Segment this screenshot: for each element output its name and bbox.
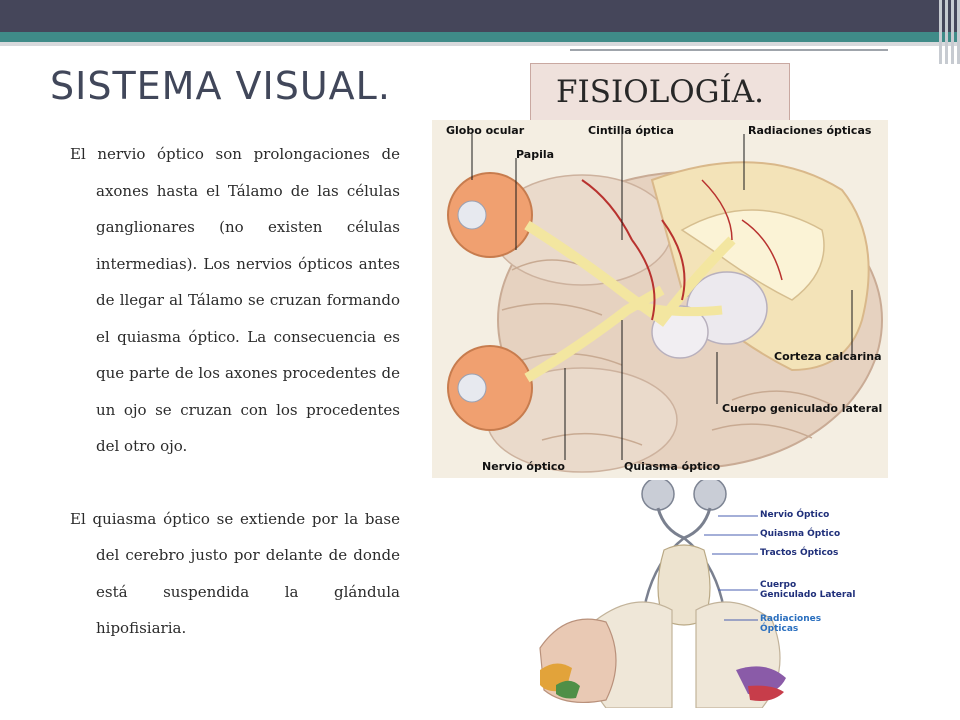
section-badge: FISIOLOGÍA.: [530, 63, 790, 121]
label-papila: Papila: [516, 148, 555, 161]
label-cuerpo-geniculado-lateral: Cuerpo geniculado lateral: [722, 402, 883, 415]
decorative-line: [570, 49, 888, 51]
brain-illustration-svg: [432, 120, 888, 478]
label-geniculado-lateral: Geniculado Lateral: [760, 590, 856, 600]
paragraph-optic-chiasm: El quiasma óptico se extiende por la base del cerebro justo por delante de donde está suspendida la glándula hipofisiaria.: [70, 509, 400, 637]
label-radiaciones-opticas-schematic: Radiaciones Ópticas: [760, 614, 822, 634]
label-cintilla-optica: Cintilla óptica: [588, 124, 674, 137]
brain-visual-pathway-illustration: [432, 120, 888, 478]
label-quiasma-optico: Quiasma óptico: [624, 460, 721, 473]
label-nervio-optico-schematic: Nervio Óptico: [760, 510, 830, 520]
label-corteza-calcarina: Corteza calcarina: [774, 350, 882, 363]
stripe: [945, 0, 948, 64]
visual-pathway-schematic: [536, 480, 860, 708]
slide-title: SISTEMA VISUAL.: [50, 64, 391, 108]
label-cuerpo: Cuerpo: [760, 580, 797, 590]
label-tractos-opticos: Tractos Ópticos: [760, 548, 839, 558]
body-text: [70, 136, 400, 647]
label-globo-ocular: Globo ocular: [446, 124, 525, 137]
top-banner: [0, 0, 960, 32]
label-quiasma-optico-schematic: Quiasma Óptico: [760, 529, 841, 539]
stripe: [951, 0, 954, 64]
top-accent-stripe: [0, 32, 960, 42]
stripe: [939, 0, 942, 64]
label-radiaciones-opticas: Radiaciones ópticas: [748, 124, 872, 137]
label-nervio-optico: Nervio óptico: [482, 460, 565, 473]
top-light-stripe: [0, 42, 960, 46]
paragraph-optic-nerve: El nervio óptico son prolongaciones de axones hasta el Tálamo de las células ganglionares (no existen células intermedias). Los nervios ópticos antes de llegar al Tálamo se cruzan formando el quiasma óptico. La consecuencia es que parte de los axones procedentes de un ojo se cruzan con los procedentes del otro ojo.: [70, 145, 400, 455]
corner-stripes: [928, 0, 960, 64]
